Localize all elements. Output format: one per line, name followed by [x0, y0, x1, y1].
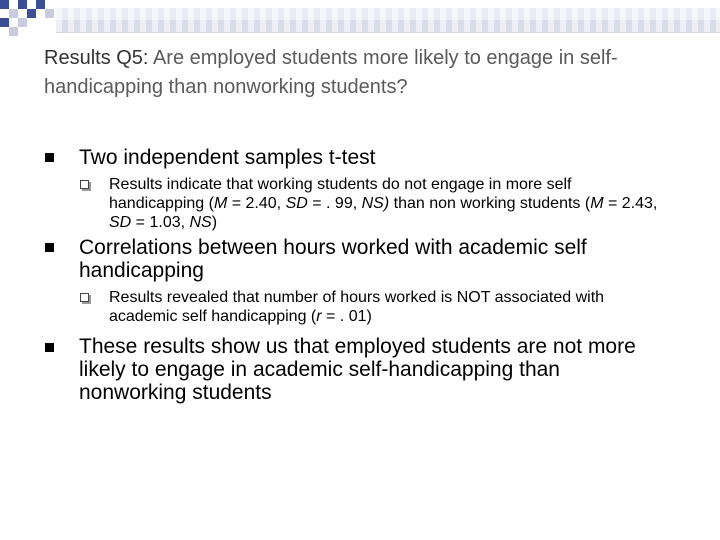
sub1-part: = 2.43, — [603, 195, 658, 212]
sub-bullet-box-icon — [80, 293, 89, 302]
title-question: Are employed students more likely to engage in self-handicapping than nonworking students? — [44, 47, 618, 98]
sub-bullet-box-icon — [80, 180, 89, 189]
sub1-part: = 1.03, — [131, 214, 190, 231]
bullet-square-icon — [45, 153, 54, 162]
sub2-part: Results revealed that number of hours worked is NOT associated with academic self handicapping ( — [109, 289, 605, 325]
bullet-3-text: These results show us that employed students are not more likely to engage in academic self-handicapping than nonworking students — [79, 335, 636, 404]
mean-label: M — [590, 195, 604, 212]
ns-label: NS) — [361, 195, 390, 212]
sub1-part: Results indicate that working students do not engage in more self handicapping ( — [109, 176, 572, 212]
bullet-square-icon — [45, 343, 54, 352]
sub1-part: = . 99, — [307, 195, 362, 212]
sub1-part: than non working students ( — [389, 195, 591, 212]
sub2-part: = . 01) — [321, 308, 372, 325]
sub-bullet-2-text — [109, 288, 609, 326]
sub1-part: = 2.40, — [227, 195, 286, 212]
mean-label: M — [213, 195, 228, 212]
sub-bullet-1-text — [109, 175, 669, 232]
bullet-1-text: Two independent samples t-test — [79, 146, 376, 169]
sub1-part: ) — [211, 214, 218, 231]
title-prefix: Results Q5: — [44, 47, 153, 69]
r-label: r — [316, 308, 322, 325]
sd-label: SD — [285, 195, 308, 212]
bullet-square-icon — [45, 243, 54, 252]
ns-label: NS — [189, 214, 212, 231]
bullet-2-text: Correlations between hours worked with academic self handicapping — [79, 236, 587, 282]
sd-label: SD — [109, 214, 132, 231]
